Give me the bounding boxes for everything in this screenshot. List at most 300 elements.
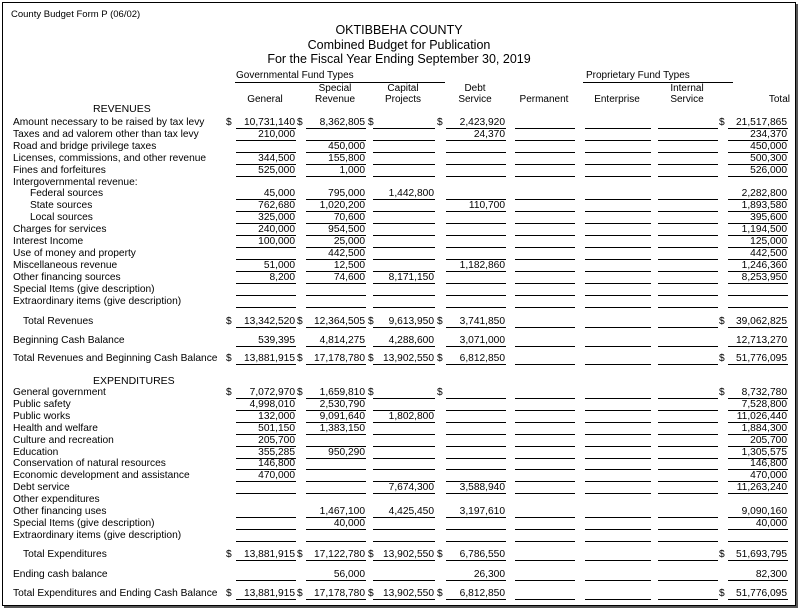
dollar-sign: $ [719, 117, 725, 128]
cell-total: 51,693,795 [728, 549, 788, 561]
cell-capital-projects: 13,902,550 [373, 588, 435, 600]
budget-form [2, 2, 796, 606]
row-label: Extraordinary items (give description) [13, 295, 182, 307]
cell-internal-service [658, 470, 718, 482]
cell-capital-projects [373, 399, 435, 411]
cell-general: 470,000 [236, 470, 296, 482]
cell-permanent [515, 188, 575, 200]
cell-special-revenue: 9,091,640 [306, 411, 366, 423]
cell-total: 8,732,780 [728, 387, 788, 399]
column-header-line1: Special [318, 83, 352, 94]
cell-enterprise [585, 141, 651, 153]
column-header-line1 [511, 83, 577, 94]
cell-debt-service: 6,786,550 [446, 549, 506, 561]
cell-debt-service [446, 236, 506, 248]
cell-enterprise [585, 296, 651, 308]
cell-capital-projects: 7,674,300 [373, 482, 435, 494]
column-header-capital-projects [369, 83, 437, 105]
cell-capital-projects [373, 141, 435, 153]
cell-special-revenue: 17,122,780 [306, 549, 366, 561]
cell-capital-projects [373, 284, 435, 296]
row-label: Use of money and property [13, 247, 136, 259]
cell-enterprise [585, 212, 651, 224]
form-title: Combined Budget for Publication [307, 38, 491, 52]
cell-debt-service [446, 518, 506, 530]
row-label: Extraordinary items (give description) [13, 529, 182, 541]
cell-debt-service: 110,700 [446, 200, 506, 212]
row-label: Local sources [30, 212, 93, 224]
cell-enterprise [585, 399, 651, 411]
cell-special-revenue: 954,500 [306, 224, 366, 236]
cell-special-revenue: 155,800 [306, 153, 366, 165]
cell-enterprise [585, 506, 651, 518]
row-label: Total Expenditures and Ending Cash Balance [13, 588, 218, 599]
cell-permanent [515, 423, 575, 435]
cell-capital-projects [373, 260, 435, 272]
cell-enterprise [585, 447, 651, 459]
cell-general: 8,200 [236, 272, 296, 284]
cell-debt-service: 2,423,920 [446, 117, 506, 129]
cell-total: 450,000 [728, 141, 788, 153]
cell-permanent [515, 129, 575, 141]
column-header-line1 [232, 83, 298, 94]
row-label: Taxes and ad valorem other than tax levy [13, 128, 199, 140]
row-label: Fines and forfeitures [13, 164, 106, 176]
row-label: Debt service [13, 482, 70, 494]
cell-special-revenue: 1,659,810 [306, 387, 366, 399]
cell-general: 205,700 [236, 435, 296, 447]
cell-special-revenue [306, 435, 366, 447]
cell-special-revenue: 450,000 [306, 141, 366, 153]
cell-debt-service [446, 530, 506, 542]
cell-special-revenue: 950,290 [306, 447, 366, 459]
cell-special-revenue: 1,000 [306, 165, 366, 177]
cell-debt-service [446, 399, 506, 411]
column-header-internal-service [654, 83, 720, 105]
cell-general: 13,881,915 [236, 549, 296, 561]
cell-permanent [515, 296, 575, 308]
cell-general: 100,000 [236, 236, 296, 248]
dollar-sign: $ [368, 588, 374, 599]
cell-total: 470,000 [728, 470, 788, 482]
cell-total: 8,253,950 [728, 272, 788, 284]
cell-general: 132,000 [236, 411, 296, 423]
cell-debt-service [446, 284, 506, 296]
cell-internal-service [658, 447, 718, 459]
cell-debt-service: 6,812,850 [446, 353, 506, 365]
cell-special-revenue: 2,530,790 [306, 399, 366, 411]
cell-internal-service [658, 224, 718, 236]
row-label: Conservation of natural resources [13, 458, 166, 470]
cell-enterprise [585, 272, 651, 284]
cell-capital-projects [373, 212, 435, 224]
cell-permanent [515, 470, 575, 482]
cell-special-revenue: 795,000 [306, 188, 366, 200]
cell-internal-service [658, 153, 718, 165]
row-label: Other financing sources [13, 271, 121, 283]
cell-total: 51,776,095 [728, 353, 788, 365]
cell-total: 12,713,270 [728, 335, 788, 347]
cell-internal-service [658, 212, 718, 224]
cell-debt-service [446, 387, 506, 399]
cell-enterprise [585, 423, 651, 435]
row-label: Charges for services [13, 224, 107, 236]
cell-debt-service [446, 470, 506, 482]
cell-general [236, 518, 296, 530]
cell-general: 325,000 [236, 212, 296, 224]
row-label: Amount necessary to be raised by tax levy [13, 117, 205, 128]
row-label: Culture and recreation [13, 434, 114, 446]
dollar-sign: $ [437, 353, 443, 364]
cell-internal-service [658, 284, 718, 296]
cell-permanent [515, 447, 575, 459]
cell-enterprise [585, 117, 651, 129]
cell-total: 526,000 [728, 165, 788, 177]
cell-enterprise [585, 284, 651, 296]
cell-capital-projects [373, 569, 435, 581]
cell-capital-projects: 4,425,450 [373, 506, 435, 518]
cell-capital-projects [373, 435, 435, 447]
cell-debt-service [446, 153, 506, 165]
cell-debt-service: 24,370 [446, 129, 506, 141]
cell-enterprise [585, 200, 651, 212]
cell-capital-projects [373, 224, 435, 236]
cell-internal-service [658, 188, 718, 200]
cell-enterprise [585, 569, 651, 581]
cell-total [728, 530, 788, 542]
cell-debt-service [446, 447, 506, 459]
cell-enterprise [585, 549, 651, 561]
cell-enterprise [585, 411, 651, 423]
cell-internal-service [658, 411, 718, 423]
column-header-total [724, 83, 790, 105]
cell-enterprise [585, 188, 651, 200]
cell-debt-service [446, 423, 506, 435]
cell-debt-service [446, 458, 506, 470]
cell-capital-projects: 13,902,550 [373, 353, 435, 365]
cell-capital-projects [373, 458, 435, 470]
row-label: Federal sources [30, 188, 104, 200]
column-header-line2: Enterprise [594, 94, 640, 105]
cell-total: 51,776,095 [728, 588, 788, 600]
cell-internal-service [658, 296, 718, 308]
cell-debt-service [446, 296, 506, 308]
row-label: Intergovernmental revenue: [13, 176, 138, 188]
cell-permanent [515, 506, 575, 518]
cell-permanent [515, 353, 575, 365]
cell-total: 1,194,500 [728, 224, 788, 236]
cell-capital-projects [373, 200, 435, 212]
cell-special-revenue: 12,364,505 [306, 316, 366, 328]
dollar-sign: $ [297, 588, 303, 599]
dollar-sign: $ [437, 316, 443, 327]
cell-total: 82,300 [728, 569, 788, 581]
cell-enterprise [585, 316, 651, 328]
row-label: General government [13, 387, 106, 398]
cell-internal-service [658, 530, 718, 542]
cell-debt-service [446, 435, 506, 447]
cell-special-revenue: 25,000 [306, 236, 366, 248]
cell-special-revenue: 8,362,805 [306, 117, 366, 129]
cell-capital-projects [373, 530, 435, 542]
cell-debt-service: 3,071,000 [446, 335, 506, 347]
dollar-sign: $ [226, 117, 232, 128]
dollar-sign: $ [297, 353, 303, 364]
cell-enterprise [585, 236, 651, 248]
dollar-sign: $ [368, 387, 374, 398]
column-header-line1: Debt [464, 83, 486, 94]
cell-total [728, 296, 788, 308]
cell-debt-service [446, 212, 506, 224]
row-label: Licenses, commissions, and other revenue [13, 152, 207, 164]
cell-capital-projects [373, 153, 435, 165]
cell-capital-projects [373, 423, 435, 435]
row-label: Ending cash balance [13, 569, 108, 580]
cell-enterprise [585, 153, 651, 165]
row-label: Public works [13, 410, 71, 422]
cell-special-revenue [306, 470, 366, 482]
cell-special-revenue: 40,000 [306, 518, 366, 530]
cell-general: 45,000 [236, 188, 296, 200]
cell-total: 2,282,800 [728, 188, 788, 200]
column-header-enterprise [581, 83, 653, 105]
cell-debt-service [446, 248, 506, 260]
row-label: Other financing uses [13, 506, 107, 517]
cell-enterprise [585, 482, 651, 494]
column-header-line2: Projects [384, 94, 422, 105]
dollar-sign: $ [719, 387, 725, 398]
cell-capital-projects: 8,171,150 [373, 272, 435, 284]
row-label: Miscellaneous revenue [13, 259, 118, 271]
cell-general: 344,500 [236, 153, 296, 165]
cell-general: 4,998,010 [236, 399, 296, 411]
cell-debt-service [446, 272, 506, 284]
cell-capital-projects [373, 296, 435, 308]
cell-total: 1,884,300 [728, 423, 788, 435]
cell-special-revenue: 442,500 [306, 248, 366, 260]
cell-permanent [515, 117, 575, 129]
cell-permanent [515, 458, 575, 470]
cell-debt-service: 3,741,850 [446, 316, 506, 328]
cell-permanent [515, 435, 575, 447]
cell-internal-service [658, 272, 718, 284]
column-header-debt-service [442, 83, 508, 105]
row-label: Total Revenues [23, 316, 94, 327]
cell-internal-service [658, 200, 718, 212]
cell-capital-projects [373, 129, 435, 141]
cell-internal-service [658, 353, 718, 365]
cell-debt-service: 1,182,860 [446, 260, 506, 272]
cell-general: 525,000 [236, 165, 296, 177]
cell-enterprise [585, 470, 651, 482]
cell-total: 500,300 [728, 153, 788, 165]
dollar-sign: $ [437, 387, 443, 398]
dollar-sign: $ [297, 117, 303, 128]
cell-general: 240,000 [236, 224, 296, 236]
cell-general: 13,881,915 [236, 588, 296, 600]
cell-enterprise [585, 165, 651, 177]
dollar-sign: $ [297, 316, 303, 327]
column-header-line1 [581, 83, 653, 94]
cell-internal-service [658, 458, 718, 470]
cell-permanent [515, 588, 575, 600]
cell-permanent [515, 482, 575, 494]
cell-general [236, 482, 296, 494]
cell-internal-service [658, 260, 718, 272]
dollar-sign: $ [368, 353, 374, 364]
cell-total: 11,026,440 [728, 411, 788, 423]
cell-total: 1,246,360 [728, 260, 788, 272]
cell-enterprise [585, 129, 651, 141]
cell-internal-service [658, 141, 718, 153]
cell-total: 39,062,825 [728, 316, 788, 328]
cell-total: 395,600 [728, 212, 788, 224]
column-header-line1: Internal [670, 83, 704, 94]
cell-capital-projects [373, 248, 435, 260]
dollar-sign: $ [368, 549, 374, 560]
column-header-line1 [724, 83, 790, 94]
cell-internal-service [658, 435, 718, 447]
cell-capital-projects [373, 518, 435, 530]
revenues-heading: REVENUES [93, 103, 151, 115]
cell-internal-service [658, 549, 718, 561]
dollar-sign: $ [437, 588, 443, 599]
cell-internal-service [658, 423, 718, 435]
cell-capital-projects [373, 470, 435, 482]
cell-special-revenue [306, 530, 366, 542]
cell-general: 13,881,915 [236, 353, 296, 365]
cell-general: 210,000 [236, 129, 296, 141]
cell-debt-service [446, 224, 506, 236]
cell-debt-service: 6,812,850 [446, 588, 506, 600]
cell-enterprise [585, 530, 651, 542]
cell-permanent [515, 335, 575, 347]
cell-enterprise [585, 387, 651, 399]
cell-general [236, 530, 296, 542]
cell-debt-service: 3,588,940 [446, 482, 506, 494]
cell-special-revenue: 17,178,780 [306, 353, 366, 365]
cell-total: 442,500 [728, 248, 788, 260]
cell-internal-service [658, 165, 718, 177]
cell-special-revenue: 1,020,200 [306, 200, 366, 212]
row-label: State sources [30, 200, 93, 212]
cell-debt-service [446, 411, 506, 423]
county-name: OKTIBBEHA COUNTY [335, 23, 463, 37]
cell-permanent [515, 569, 575, 581]
cell-capital-projects [373, 387, 435, 399]
cell-debt-service: 3,197,610 [446, 506, 506, 518]
cell-permanent [515, 224, 575, 236]
cell-general [236, 141, 296, 153]
cell-permanent [515, 387, 575, 399]
cell-capital-projects: 1,442,800 [373, 188, 435, 200]
cell-capital-projects: 9,613,950 [373, 316, 435, 328]
row-label: Total Revenues and Beginning Cash Balance [13, 353, 218, 364]
cell-total: 1,893,580 [728, 200, 788, 212]
cell-capital-projects: 4,288,600 [373, 335, 435, 347]
cell-permanent [515, 272, 575, 284]
cell-enterprise [585, 224, 651, 236]
cell-capital-projects [373, 165, 435, 177]
cell-internal-service [658, 387, 718, 399]
cell-special-revenue: 12,500 [306, 260, 366, 272]
cell-permanent [515, 518, 575, 530]
row-label: Health and welfare [13, 422, 98, 434]
column-header-line2: Permanent [519, 94, 569, 105]
dollar-sign: $ [719, 588, 725, 599]
fiscal-year: For the Fiscal Year Ending September 30, 2019 [267, 52, 531, 66]
cell-permanent [515, 399, 575, 411]
row-label: Other expenditures [13, 494, 100, 506]
cell-general: 10,731,140 [236, 117, 296, 129]
cell-special-revenue: 4,814,275 [306, 335, 366, 347]
cell-enterprise [585, 435, 651, 447]
cell-total: 1,305,575 [728, 447, 788, 459]
cell-total: 11,263,240 [728, 482, 788, 494]
row-label: Road and bridge privilege taxes [13, 140, 157, 152]
cell-permanent [515, 165, 575, 177]
cell-total: 21,517,865 [728, 117, 788, 129]
form-id: County Budget Form P (06/02) [11, 9, 141, 20]
cell-internal-service [658, 335, 718, 347]
column-header-line1: Capital [387, 83, 419, 94]
cell-debt-service [446, 141, 506, 153]
cell-special-revenue [306, 482, 366, 494]
cell-total: 234,370 [728, 129, 788, 141]
row-label: Education [13, 446, 59, 458]
cell-internal-service [658, 518, 718, 530]
cell-special-revenue: 1,467,100 [306, 506, 366, 518]
cell-general [236, 284, 296, 296]
cell-total: 146,800 [728, 458, 788, 470]
cell-general: 146,800 [236, 458, 296, 470]
column-header-line2: General [247, 94, 283, 105]
cell-internal-service [658, 236, 718, 248]
cell-permanent [515, 236, 575, 248]
row-label: Interest Income [13, 236, 84, 247]
dollar-sign: $ [719, 316, 725, 327]
dollar-sign: $ [297, 549, 303, 560]
cell-internal-service [658, 588, 718, 600]
cell-special-revenue: 1,383,150 [306, 423, 366, 435]
dollar-sign: $ [368, 316, 374, 327]
cell-total: 125,000 [728, 236, 788, 248]
dollar-sign: $ [226, 316, 232, 327]
column-header-permanent [511, 83, 577, 105]
cell-enterprise [585, 458, 651, 470]
cell-special-revenue [306, 458, 366, 470]
cell-internal-service [658, 117, 718, 129]
cell-debt-service [446, 165, 506, 177]
column-header-line2: Revenue [314, 94, 356, 105]
row-label: Economic development and assistance [13, 470, 190, 482]
cell-general [236, 296, 296, 308]
column-header-general [232, 83, 298, 105]
cell-debt-service: 26,300 [446, 569, 506, 581]
cell-special-revenue: 17,178,780 [306, 588, 366, 600]
cell-permanent [515, 549, 575, 561]
cell-debt-service [446, 188, 506, 200]
cell-internal-service [658, 482, 718, 494]
proprietary-fund-types-header: Proprietary Fund Types [586, 70, 690, 81]
dollar-sign: $ [368, 117, 374, 128]
cell-internal-service [658, 506, 718, 518]
cell-capital-projects: 1,802,800 [373, 411, 435, 423]
cell-enterprise [585, 588, 651, 600]
cell-total: 40,000 [728, 518, 788, 530]
cell-enterprise [585, 248, 651, 260]
cell-capital-projects: 13,902,550 [373, 549, 435, 561]
